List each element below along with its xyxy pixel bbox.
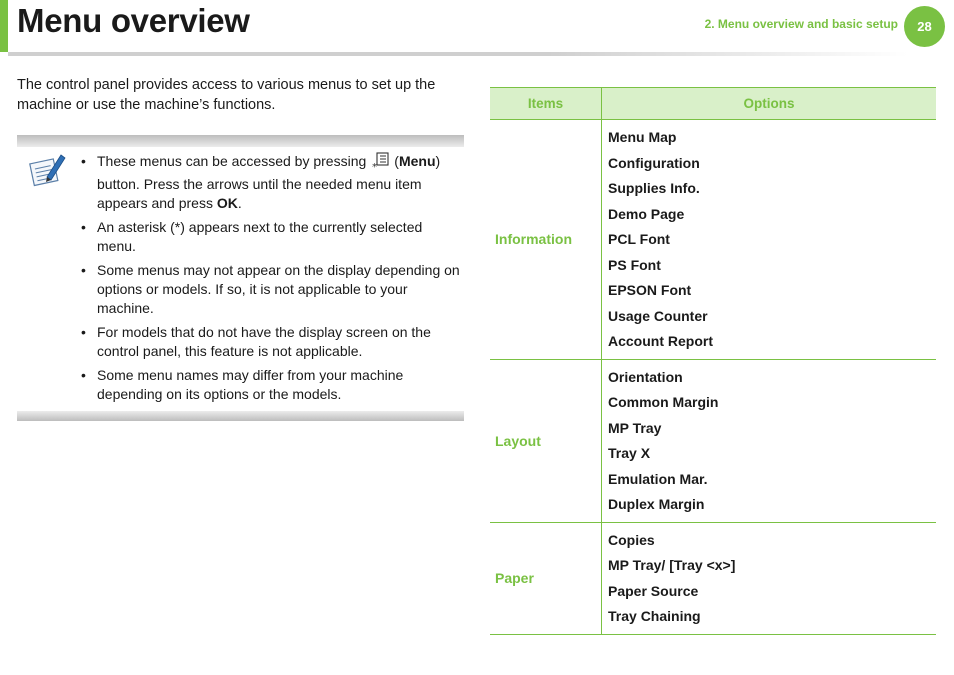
note-item-text: Some menus may not appear on the display depending on options or models. If so, it is not applicable to your machine.: [97, 262, 460, 316]
option-item: Account Report: [608, 333, 713, 349]
option-item: MP Tray/ [Tray <x>]: [608, 557, 736, 573]
bullet: •: [81, 367, 86, 383]
option-item: Demo Page: [608, 205, 685, 222]
note-item-menu-access: [79, 152, 464, 213]
table-item-paper: Paper: [490, 522, 602, 634]
intro-paragraph: The control panel provides access to various menus to set up the machine or use the machine’s functions.: [17, 77, 436, 113]
option-item: Tray X: [608, 445, 651, 461]
option-item: Configuration: [608, 154, 700, 171]
bullet: •: [81, 219, 86, 235]
option-item: Supplies Info.: [608, 180, 700, 196]
page-number-badge: 28: [904, 6, 945, 47]
table-options-cell: [602, 120, 937, 360]
option-item: Tray Chaining: [608, 608, 701, 624]
option-item: Orientation: [608, 368, 683, 385]
table-options-cell: [602, 359, 937, 522]
table-header-row: [490, 88, 936, 120]
note-pencil-icon: [27, 151, 67, 189]
note-item-display: [79, 261, 464, 318]
option-item: Usage Counter: [608, 307, 708, 324]
option-item: Emulation Mar.: [608, 470, 708, 487]
option-item: PCL Font: [608, 231, 670, 247]
option-item: Menu Map: [608, 129, 677, 145]
menu-options-table: [490, 87, 936, 635]
note-item-text: These menus can be accessed by pressing: [97, 153, 367, 169]
option-item: Paper Source: [608, 582, 699, 599]
note-band-bottom: [17, 411, 464, 421]
note-box: [17, 135, 464, 421]
note-item-names-differ: [79, 366, 464, 404]
note-band-top: [17, 135, 464, 147]
bullet: •: [81, 262, 86, 278]
option-item: Duplex Margin: [608, 496, 705, 512]
bullet: •: [81, 324, 86, 340]
note-paren: (: [394, 153, 399, 169]
page-title: Menu overview: [17, 2, 250, 39]
note-item-text: Some menu names may differ from your machine depending on its options or the models.: [97, 367, 404, 402]
note-list: [79, 152, 464, 409]
note-item-text: For models that do not have the display screen on the control panel, this feature is not applicable.: [97, 324, 431, 359]
note-item-no-display: [79, 323, 464, 361]
table-header-items: Items: [490, 88, 602, 120]
bullet: •: [81, 153, 86, 169]
option-item: MP Tray: [608, 419, 662, 436]
note-item-text: An asterisk (*) appears next to the currently selected menu.: [97, 219, 423, 254]
menu-key-icon: [372, 152, 390, 175]
section-breadcrumb[interactable]: 2. Menu overview and basic setup: [704, 17, 898, 31]
note-ok-key-label: OK: [216, 195, 238, 211]
note-item-text-cont: ) button. Press the arrows until the needed menu item appears and press: [97, 153, 441, 211]
option-item: Common Margin: [608, 394, 719, 410]
table-options-cell: [602, 522, 937, 634]
table-item-information: Information: [490, 120, 602, 360]
title-accent-bar: [0, 0, 8, 52]
note-menu-key-label: Menu: [398, 153, 436, 169]
table-header-options: Options: [602, 88, 937, 120]
option-item: EPSON Font: [608, 282, 692, 298]
table-item-layout: Layout: [490, 359, 602, 522]
table-row: [490, 120, 936, 360]
title-divider: [8, 52, 908, 56]
note-period: .: [237, 195, 242, 211]
svg-text:*: *: [372, 162, 378, 170]
table-row: [490, 359, 936, 522]
table-row: [490, 522, 936, 634]
option-item: Copies: [608, 531, 655, 548]
option-item: PS Font: [608, 256, 661, 273]
note-item-asterisk: [79, 218, 464, 256]
